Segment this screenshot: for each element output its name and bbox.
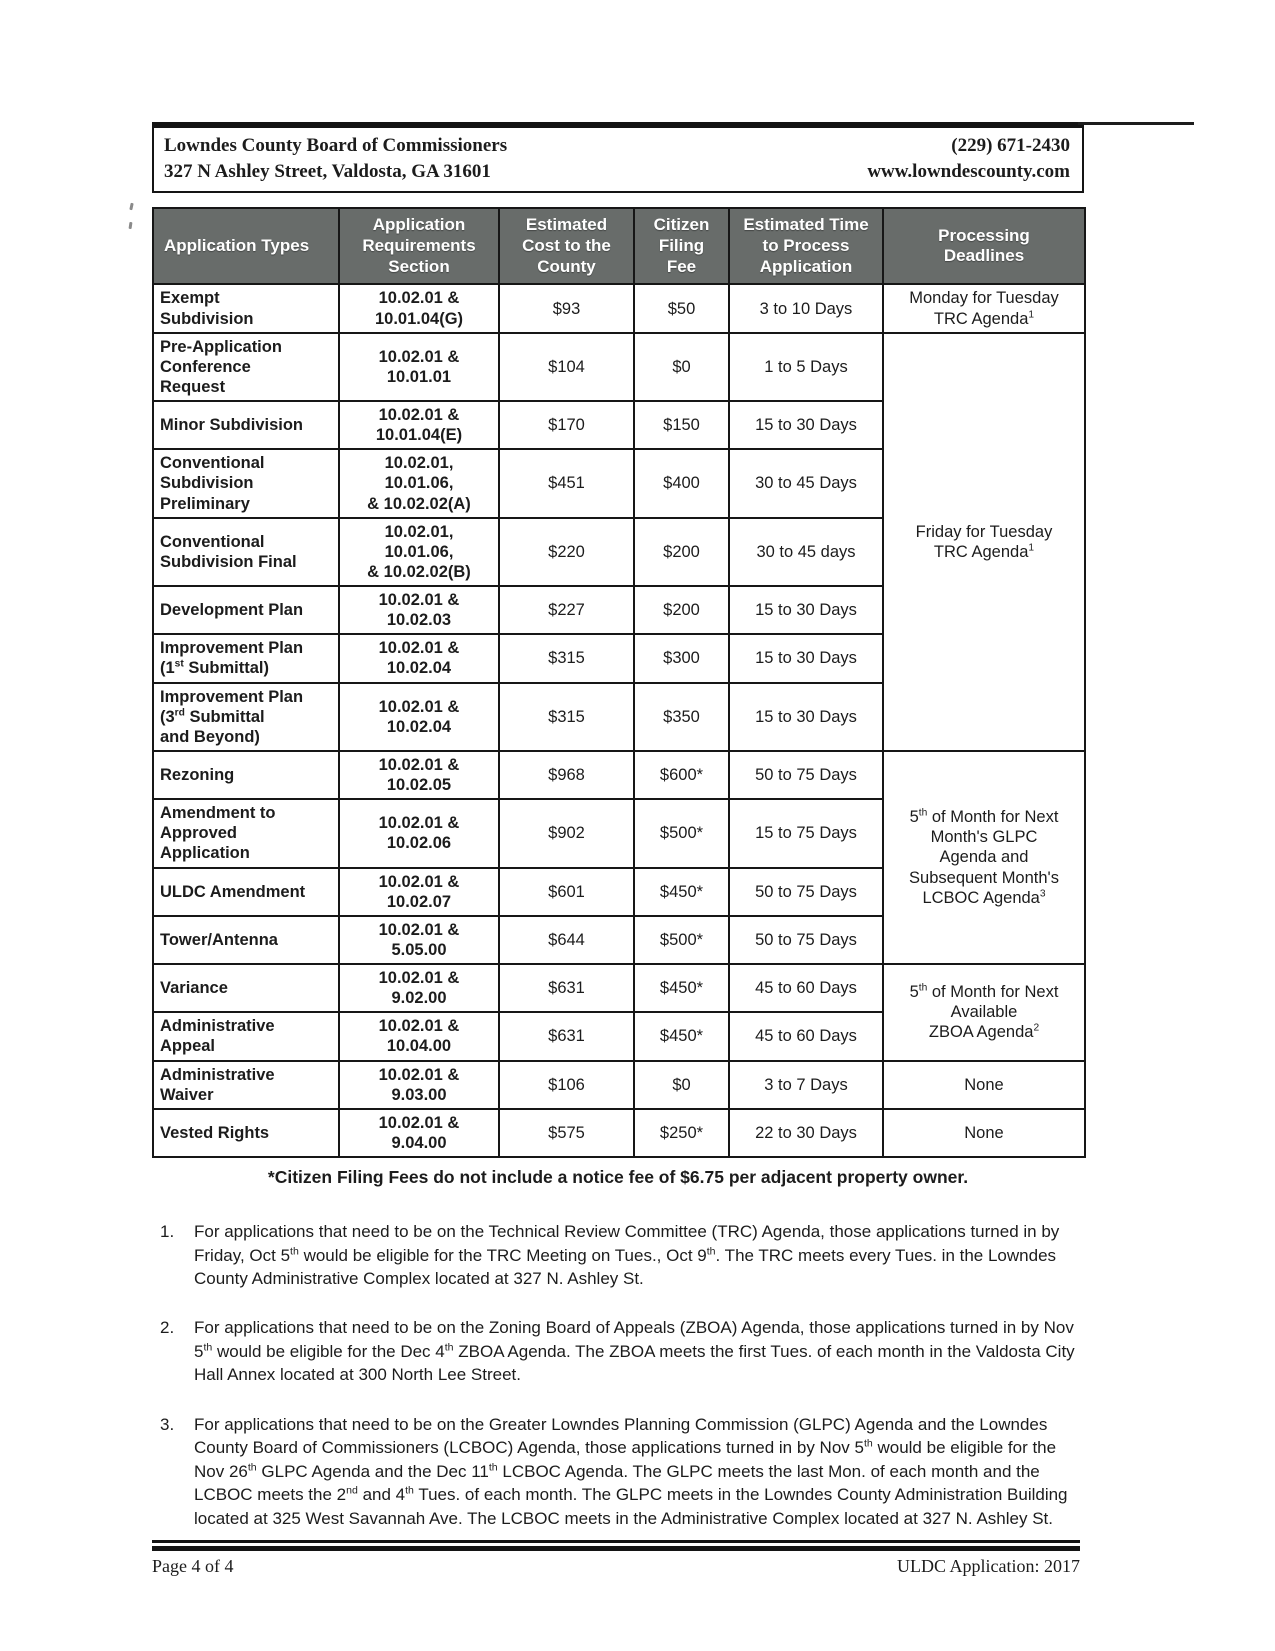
cell-cost: $575 (499, 1109, 634, 1157)
page-number: Page 4 of 4 (152, 1556, 234, 1576)
cell-cost: $170 (499, 401, 634, 449)
cell-type: Pre-Application Conference Request (153, 333, 339, 401)
cell-type: Variance (153, 964, 339, 1012)
cell-type: Improvement Plan (3rd Submittal and Beyond) (153, 683, 339, 751)
footnote-number: 1. (160, 1222, 175, 1242)
fee-schedule-table (152, 207, 1086, 1158)
cell-type: Administrative Waiver (153, 1061, 339, 1109)
org-name: Lowndes County Board of Commissioners (164, 135, 508, 156)
cell-deadline: None (883, 1109, 1085, 1157)
cell-type: Development Plan (153, 586, 339, 634)
cell-cost: $451 (499, 449, 634, 517)
table-row (153, 964, 1085, 1012)
cell-section: 10.02.01 & 10.02.06 (339, 799, 499, 867)
cell-cost: $227 (499, 586, 634, 634)
scan-speck (129, 203, 133, 210)
document-page (152, 118, 1084, 1556)
cell-section: 10.02.01 & 9.03.00 (339, 1061, 499, 1109)
scan-edge-line (1078, 122, 1194, 125)
cell-section: 10.02.01 & 10.02.03 (339, 586, 499, 634)
table-row (153, 751, 1085, 799)
cell-type: ULDC Amendment (153, 868, 339, 916)
footnote-number: 2. (160, 1318, 175, 1338)
footnote-number: 3. (160, 1414, 175, 1434)
cell-cost: $106 (499, 1061, 634, 1109)
cell-time: 50 to 75 Days (729, 916, 883, 964)
cell-cost: $315 (499, 683, 634, 751)
cell-time: 15 to 30 Days (729, 586, 883, 634)
cell-time: 45 to 60 Days (729, 1012, 883, 1060)
cell-fee: $0 (634, 333, 729, 401)
document-label: ULDC Application: 2017 (897, 1556, 1080, 1576)
cell-time: 1 to 5 Days (729, 333, 883, 401)
page-footer (152, 1540, 1080, 1577)
letterhead (152, 122, 1084, 193)
cell-time: 15 to 30 Days (729, 634, 883, 682)
cell-cost: $644 (499, 916, 634, 964)
cell-fee: $50 (634, 284, 729, 332)
cell-deadline: 5th of Month for Next Month's GLPC Agenda and Subsequent Month's LCBOC Agenda$^3$ (883, 751, 1085, 964)
cell-section: 10.02.01, 10.01.06, & 10.02.02(B) (339, 518, 499, 586)
cell-time: 30 to 45 days (729, 518, 883, 586)
cell-time: 15 to 75 Days (729, 799, 883, 867)
cell-section: 10.02.01 & 10.02.07 (339, 868, 499, 916)
cell-deadline: Monday for Tuesday TRC Agenda$^1$ (883, 284, 1085, 332)
cell-time: 3 to 10 Days (729, 284, 883, 332)
cell-time: 3 to 7 Days (729, 1061, 883, 1109)
cell-type: Minor Subdivision (153, 401, 339, 449)
table-row (153, 333, 1085, 401)
cell-fee: $450* (634, 868, 729, 916)
org-address: 327 N Ashley Street, Valdosta, GA 31601 (164, 160, 491, 182)
cell-deadline: None (883, 1061, 1085, 1109)
cell-type: Rezoning (153, 751, 339, 799)
table-row (153, 284, 1085, 332)
cell-time: 50 to 75 Days (729, 868, 883, 916)
cell-cost: $220 (499, 518, 634, 586)
cell-cost: $601 (499, 868, 634, 916)
cell-section: 10.02.01 & 10.01.04(E) (339, 401, 499, 449)
filing-fee-footnote: *Citizen Filing Fees do not include a notice fee of $6.75 per adjacent property owner. (267, 1167, 969, 1188)
column-header: Estimated Time to Process Application (729, 208, 883, 284)
column-header: Application Types (153, 208, 339, 284)
footer-rule (152, 1540, 1080, 1551)
cell-fee: $200 (634, 518, 729, 586)
cell-section: 10.02.01 & 10.02.04 (339, 683, 499, 751)
cell-fee: $450* (634, 1012, 729, 1060)
org-phone: (229) 671-2430 (951, 135, 1070, 156)
cell-time: 50 to 75 Days (729, 751, 883, 799)
fee-table-body (153, 284, 1085, 1157)
cell-section: 10.02.01 & 10.02.04 (339, 634, 499, 682)
cell-cost: $968 (499, 751, 634, 799)
cell-fee: $500* (634, 916, 729, 964)
footnote-item (152, 1316, 1084, 1386)
cell-section: 10.02.01 & 5.05.00 (339, 916, 499, 964)
letterhead-right (867, 133, 1070, 184)
scan-speck (129, 222, 133, 229)
cell-time: 45 to 60 Days (729, 964, 883, 1012)
footnote-text: For applications that need to be on the Zoning Board of Appeals (ZBOA) Agenda, those applications turned in by Nov 5th would be eligible for the Dec 4th ZBOA Agenda. The ZBOA meets the first Tues. of each month in the Valdosta City Hall Annex located at 300 North Lee Street. (194, 1318, 1075, 1385)
cell-cost: $902 (499, 799, 634, 867)
column-header: Processing Deadlines (883, 208, 1085, 284)
cell-fee: $150 (634, 401, 729, 449)
cell-type: Conventional Subdivision Final (153, 518, 339, 586)
cell-fee: $600* (634, 751, 729, 799)
cell-section: 10.02.01, 10.01.06, & 10.02.02(A) (339, 449, 499, 517)
cell-cost: $315 (499, 634, 634, 682)
cell-type: Administrative Appeal (153, 1012, 339, 1060)
cell-section: 10.02.01 & 10.01.01 (339, 333, 499, 401)
cell-cost: $631 (499, 1012, 634, 1060)
cell-type: Vested Rights (153, 1109, 339, 1157)
footnote-text: For applications that need to be on the Greater Lowndes Planning Commission (GLPC) Agenda and the Lowndes County Board of Commissioners (LCBOC) Agenda, those applications turned in by Nov 5th would be eligible for the Nov 26th GLPC Agenda and the Dec 11th LCBOC Agenda. The GLPC meets the last Mon. of each month and the LCBOC meets the 2nd and 4th Tues. of each month. The GLPC meets in the Lowndes County Administration Building located at 325 West Savannah Ave. The LCBOC meets in the Administrative Complex located at 327 N. Ashley St. (194, 1414, 1068, 1528)
cell-time: 15 to 30 Days (729, 401, 883, 449)
cell-fee: $0 (634, 1061, 729, 1109)
cell-section: 10.02.01 & 10.04.00 (339, 1012, 499, 1060)
column-header: Application Requirements Section (339, 208, 499, 284)
cell-section: 10.02.01 & 9.04.00 (339, 1109, 499, 1157)
table-row (153, 1061, 1085, 1109)
notes-list (152, 1220, 1084, 1530)
cell-fee: $500* (634, 799, 729, 867)
cell-fee: $400 (634, 449, 729, 517)
cell-time: 15 to 30 Days (729, 683, 883, 751)
cell-fee: $450* (634, 964, 729, 1012)
cell-cost: $631 (499, 964, 634, 1012)
column-header: Estimated Cost to the County (499, 208, 634, 284)
footnote-item (152, 1220, 1084, 1290)
cell-type: Conventional Subdivision Preliminary (153, 449, 339, 517)
table-header-row (153, 208, 1085, 284)
cell-time: 22 to 30 Days (729, 1109, 883, 1157)
cell-type: Improvement Plan (1st Submittal) (153, 634, 339, 682)
footnote-item (152, 1413, 1084, 1530)
cell-fee: $250* (634, 1109, 729, 1157)
cell-cost: $104 (499, 333, 634, 401)
footnote-text: For applications that need to be on the Technical Review Committee (TRC) Agenda, those applications turned in by Friday, Oct 5th would be eligible for the TRC Meeting on Tues., Oct 9th. The TRC meets every Tues. in the Lowndes County Administrative Complex located at 327 N. Ashley St. (194, 1222, 1060, 1289)
cell-deadline: Friday for Tuesday TRC Agenda$^1$ (883, 333, 1085, 751)
cell-type: Amendment to Approved Application (153, 799, 339, 867)
cell-time: 30 to 45 Days (729, 449, 883, 517)
column-header: Citizen Filing Fee (634, 208, 729, 284)
cell-cost: $93 (499, 284, 634, 332)
cell-fee: $300 (634, 634, 729, 682)
cell-type: Exempt Subdivision (153, 284, 339, 332)
cell-section: 10.02.01 & 9.02.00 (339, 964, 499, 1012)
cell-section: 10.02.01 & 10.01.04(G) (339, 284, 499, 332)
org-website: www.lowndescounty.com (867, 160, 1070, 182)
cell-fee: $200 (634, 586, 729, 634)
letterhead-left (164, 133, 507, 184)
cell-section: 10.02.01 & 10.02.05 (339, 751, 499, 799)
cell-fee: $350 (634, 683, 729, 751)
table-row (153, 1109, 1085, 1157)
cell-deadline: 5th of Month for Next Available ZBOA Agenda$^2$ (883, 964, 1085, 1061)
cell-type: Tower/Antenna (153, 916, 339, 964)
